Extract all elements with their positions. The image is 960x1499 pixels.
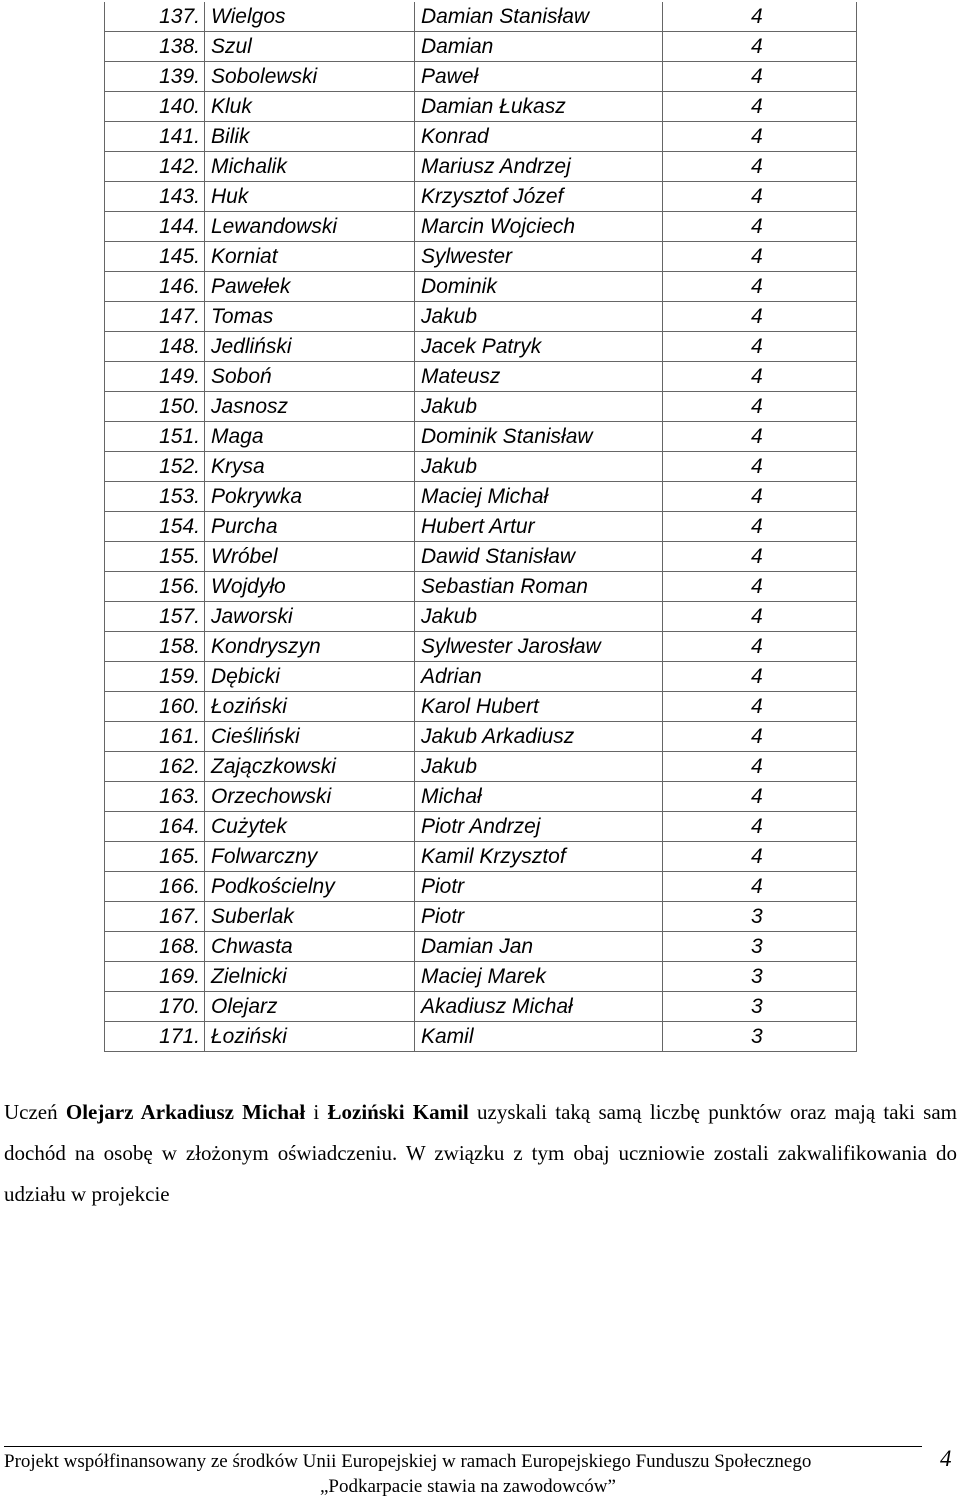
score-cell: 4 xyxy=(663,782,857,812)
table-row xyxy=(105,2,857,32)
table-row xyxy=(105,482,857,512)
score-cell: 4 xyxy=(663,92,857,122)
first-names-cell: Dawid Stanisław xyxy=(415,542,663,572)
row-number-cell: 163. xyxy=(105,782,205,812)
first-names-cell: Karol Hubert xyxy=(415,692,663,722)
row-number-cell: 167. xyxy=(105,902,205,932)
score-cell: 4 xyxy=(663,182,857,212)
table-row xyxy=(105,92,857,122)
row-number-cell: 154. xyxy=(105,512,205,542)
score-cell: 4 xyxy=(663,662,857,692)
score-cell: 4 xyxy=(663,542,857,572)
surname-cell: Pokrywka xyxy=(205,482,415,512)
table-row xyxy=(105,32,857,62)
surname-cell: Kondryszyn xyxy=(205,632,415,662)
score-cell: 4 xyxy=(663,392,857,422)
first-names-cell: Jakub xyxy=(415,752,663,782)
surname-cell: Zielnicki xyxy=(205,962,415,992)
note-student-1: Olejarz Arkadiusz Michał xyxy=(65,1100,306,1124)
row-number-cell: 137. xyxy=(105,2,205,32)
row-number-cell: 164. xyxy=(105,812,205,842)
footer-slogan: „Podkarpacie stawia na zawodowców” xyxy=(320,1476,616,1497)
table-row xyxy=(105,752,857,782)
score-cell: 3 xyxy=(663,992,857,1022)
table-row xyxy=(105,812,857,842)
first-names-cell: Maciej Michał xyxy=(415,482,663,512)
score-cell: 4 xyxy=(663,332,857,362)
score-cell: 4 xyxy=(663,722,857,752)
row-number-cell: 171. xyxy=(105,1022,205,1052)
table-row xyxy=(105,842,857,872)
table-row xyxy=(105,422,857,452)
score-cell: 4 xyxy=(663,32,857,62)
table-row xyxy=(105,662,857,692)
surname-cell: Olejarz xyxy=(205,992,415,1022)
row-number-cell: 157. xyxy=(105,602,205,632)
table-row xyxy=(105,452,857,482)
score-cell: 4 xyxy=(663,2,857,32)
surname-cell: Lewandowski xyxy=(205,212,415,242)
first-names-cell: Sebastian Roman xyxy=(415,572,663,602)
row-number-cell: 152. xyxy=(105,452,205,482)
surname-cell: Chwasta xyxy=(205,932,415,962)
first-names-cell: Hubert Artur xyxy=(415,512,663,542)
note-text-3: uzyskali taką samą liczbę punktów oraz mają taki sam dochód na osobę w złożonym oświadczeniu. W związku z tym obaj uczniowie zostali zakwalifikowania do udziału w projekcie xyxy=(4,1100,957,1206)
first-names-cell: Piotr xyxy=(415,902,663,932)
row-number-cell: 170. xyxy=(105,992,205,1022)
table-row xyxy=(105,272,857,302)
table-row xyxy=(105,902,857,932)
score-cell: 4 xyxy=(663,482,857,512)
first-names-cell: Marcin Wojciech xyxy=(415,212,663,242)
first-names-cell: Mariusz Andrzej xyxy=(415,152,663,182)
row-number-cell: 161. xyxy=(105,722,205,752)
table-row xyxy=(105,212,857,242)
table-row xyxy=(105,962,857,992)
first-names-cell: Dominik Stanisław xyxy=(415,422,663,452)
first-names-cell: Piotr Andrzej xyxy=(415,812,663,842)
surname-cell: Łoziński xyxy=(205,1022,415,1052)
first-names-cell: Sylwester xyxy=(415,242,663,272)
surname-cell: Jedliński xyxy=(205,332,415,362)
surname-cell: Bilik xyxy=(205,122,415,152)
note-student-2: Łoziński Kamil xyxy=(327,1100,469,1124)
surname-cell: Zajączkowski xyxy=(205,752,415,782)
score-cell: 4 xyxy=(663,452,857,482)
score-cell: 4 xyxy=(663,692,857,722)
score-cell: 4 xyxy=(663,842,857,872)
row-number-cell: 142. xyxy=(105,152,205,182)
first-names-cell: Jacek Patryk xyxy=(415,332,663,362)
row-number-cell: 159. xyxy=(105,662,205,692)
results-table xyxy=(104,2,857,1052)
first-names-cell: Damian Łukasz xyxy=(415,92,663,122)
score-cell: 4 xyxy=(663,242,857,272)
score-cell: 4 xyxy=(663,512,857,542)
score-cell: 4 xyxy=(663,422,857,452)
row-number-cell: 144. xyxy=(105,212,205,242)
qualification-note xyxy=(4,1092,957,1215)
surname-cell: Orzechowski xyxy=(205,782,415,812)
table-row xyxy=(105,1022,857,1052)
table-row xyxy=(105,152,857,182)
surname-cell: Jaworski xyxy=(205,602,415,632)
table-row xyxy=(105,182,857,212)
page-number: 4 xyxy=(940,1446,952,1471)
footer-funding-text: Projekt współfinansowany ze środków Unii Europejskiej w ramach Europejskiego Funduszu Społecznego xyxy=(4,1451,812,1472)
surname-cell: Łoziński xyxy=(205,692,415,722)
surname-cell: Szul xyxy=(205,32,415,62)
first-names-cell: Jakub Arkadiusz xyxy=(415,722,663,752)
surname-cell: Jasnosz xyxy=(205,392,415,422)
first-names-cell: Damian Stanisław xyxy=(415,2,663,32)
surname-cell: Michalik xyxy=(205,152,415,182)
first-names-cell: Adrian xyxy=(415,662,663,692)
table-row xyxy=(105,602,857,632)
row-number-cell: 141. xyxy=(105,122,205,152)
row-number-cell: 149. xyxy=(105,362,205,392)
score-cell: 4 xyxy=(663,62,857,92)
table-row xyxy=(105,242,857,272)
surname-cell: Huk xyxy=(205,182,415,212)
first-names-cell: Dominik xyxy=(415,272,663,302)
surname-cell: Maga xyxy=(205,422,415,452)
table-row xyxy=(105,512,857,542)
first-names-cell: Jakub xyxy=(415,302,663,332)
surname-cell: Folwarczny xyxy=(205,842,415,872)
first-names-cell: Mateusz xyxy=(415,362,663,392)
table-row xyxy=(105,362,857,392)
row-number-cell: 145. xyxy=(105,242,205,272)
table-row xyxy=(105,332,857,362)
first-names-cell: Sylwester Jarosław xyxy=(415,632,663,662)
first-names-cell: Maciej Marek xyxy=(415,962,663,992)
surname-cell: Wielgos xyxy=(205,2,415,32)
row-number-cell: 151. xyxy=(105,422,205,452)
row-number-cell: 155. xyxy=(105,542,205,572)
first-names-cell: Jakub xyxy=(415,602,663,632)
first-names-cell: Damian xyxy=(415,32,663,62)
score-cell: 4 xyxy=(663,272,857,302)
note-text-2: i xyxy=(305,1100,328,1124)
first-names-cell: Michał xyxy=(415,782,663,812)
table-row xyxy=(105,392,857,422)
surname-cell: Cieśliński xyxy=(205,722,415,752)
surname-cell: Soboń xyxy=(205,362,415,392)
surname-cell: Wróbel xyxy=(205,542,415,572)
row-number-cell: 166. xyxy=(105,872,205,902)
surname-cell: Suberlak xyxy=(205,902,415,932)
table-row xyxy=(105,572,857,602)
row-number-cell: 139. xyxy=(105,62,205,92)
score-cell: 4 xyxy=(663,752,857,782)
score-cell: 4 xyxy=(663,872,857,902)
row-number-cell: 140. xyxy=(105,92,205,122)
score-cell: 4 xyxy=(663,602,857,632)
row-number-cell: 156. xyxy=(105,572,205,602)
surname-cell: Korniat xyxy=(205,242,415,272)
results-table-body xyxy=(105,2,857,1052)
row-number-cell: 165. xyxy=(105,842,205,872)
score-cell: 3 xyxy=(663,962,857,992)
table-row xyxy=(105,872,857,902)
row-number-cell: 158. xyxy=(105,632,205,662)
score-cell: 4 xyxy=(663,572,857,602)
first-names-cell: Jakub xyxy=(415,452,663,482)
score-cell: 4 xyxy=(663,212,857,242)
table-row xyxy=(105,932,857,962)
table-row xyxy=(105,632,857,662)
row-number-cell: 162. xyxy=(105,752,205,782)
row-number-cell: 148. xyxy=(105,332,205,362)
row-number-cell: 150. xyxy=(105,392,205,422)
surname-cell: Tomas xyxy=(205,302,415,332)
surname-cell: Podkościelny xyxy=(205,872,415,902)
table-row xyxy=(105,302,857,332)
surname-cell: Cużytek xyxy=(205,812,415,842)
score-cell: 3 xyxy=(663,902,857,932)
first-names-cell: Kamil xyxy=(415,1022,663,1052)
note-text-1: Uczeń xyxy=(4,1100,66,1124)
row-number-cell: 168. xyxy=(105,932,205,962)
row-number-cell: 138. xyxy=(105,32,205,62)
row-number-cell: 160. xyxy=(105,692,205,722)
table-row xyxy=(105,722,857,752)
table-row xyxy=(105,122,857,152)
surname-cell: Dębicki xyxy=(205,662,415,692)
score-cell: 4 xyxy=(663,632,857,662)
table-row xyxy=(105,542,857,572)
surname-cell: Wojdyło xyxy=(205,572,415,602)
first-names-cell: Damian Jan xyxy=(415,932,663,962)
score-cell: 4 xyxy=(663,152,857,182)
table-row xyxy=(105,782,857,812)
row-number-cell: 147. xyxy=(105,302,205,332)
table-row xyxy=(105,692,857,722)
table-row xyxy=(105,62,857,92)
surname-cell: Krysa xyxy=(205,452,415,482)
row-number-cell: 146. xyxy=(105,272,205,302)
table-row xyxy=(105,992,857,1022)
first-names-cell: Krzysztof Józef xyxy=(415,182,663,212)
first-names-cell: Jakub xyxy=(415,392,663,422)
first-names-cell: Piotr xyxy=(415,872,663,902)
first-names-cell: Paweł xyxy=(415,62,663,92)
score-cell: 3 xyxy=(663,932,857,962)
row-number-cell: 169. xyxy=(105,962,205,992)
first-names-cell: Kamil Krzysztof xyxy=(415,842,663,872)
row-number-cell: 153. xyxy=(105,482,205,512)
score-cell: 4 xyxy=(663,302,857,332)
score-cell: 4 xyxy=(663,362,857,392)
footer-divider xyxy=(4,1446,922,1447)
surname-cell: Sobolewski xyxy=(205,62,415,92)
score-cell: 3 xyxy=(663,1022,857,1052)
score-cell: 4 xyxy=(663,812,857,842)
score-cell: 4 xyxy=(663,122,857,152)
surname-cell: Kluk xyxy=(205,92,415,122)
surname-cell: Pawełek xyxy=(205,272,415,302)
surname-cell: Purcha xyxy=(205,512,415,542)
first-names-cell: Konrad xyxy=(415,122,663,152)
first-names-cell: Akadiusz Michał xyxy=(415,992,663,1022)
row-number-cell: 143. xyxy=(105,182,205,212)
